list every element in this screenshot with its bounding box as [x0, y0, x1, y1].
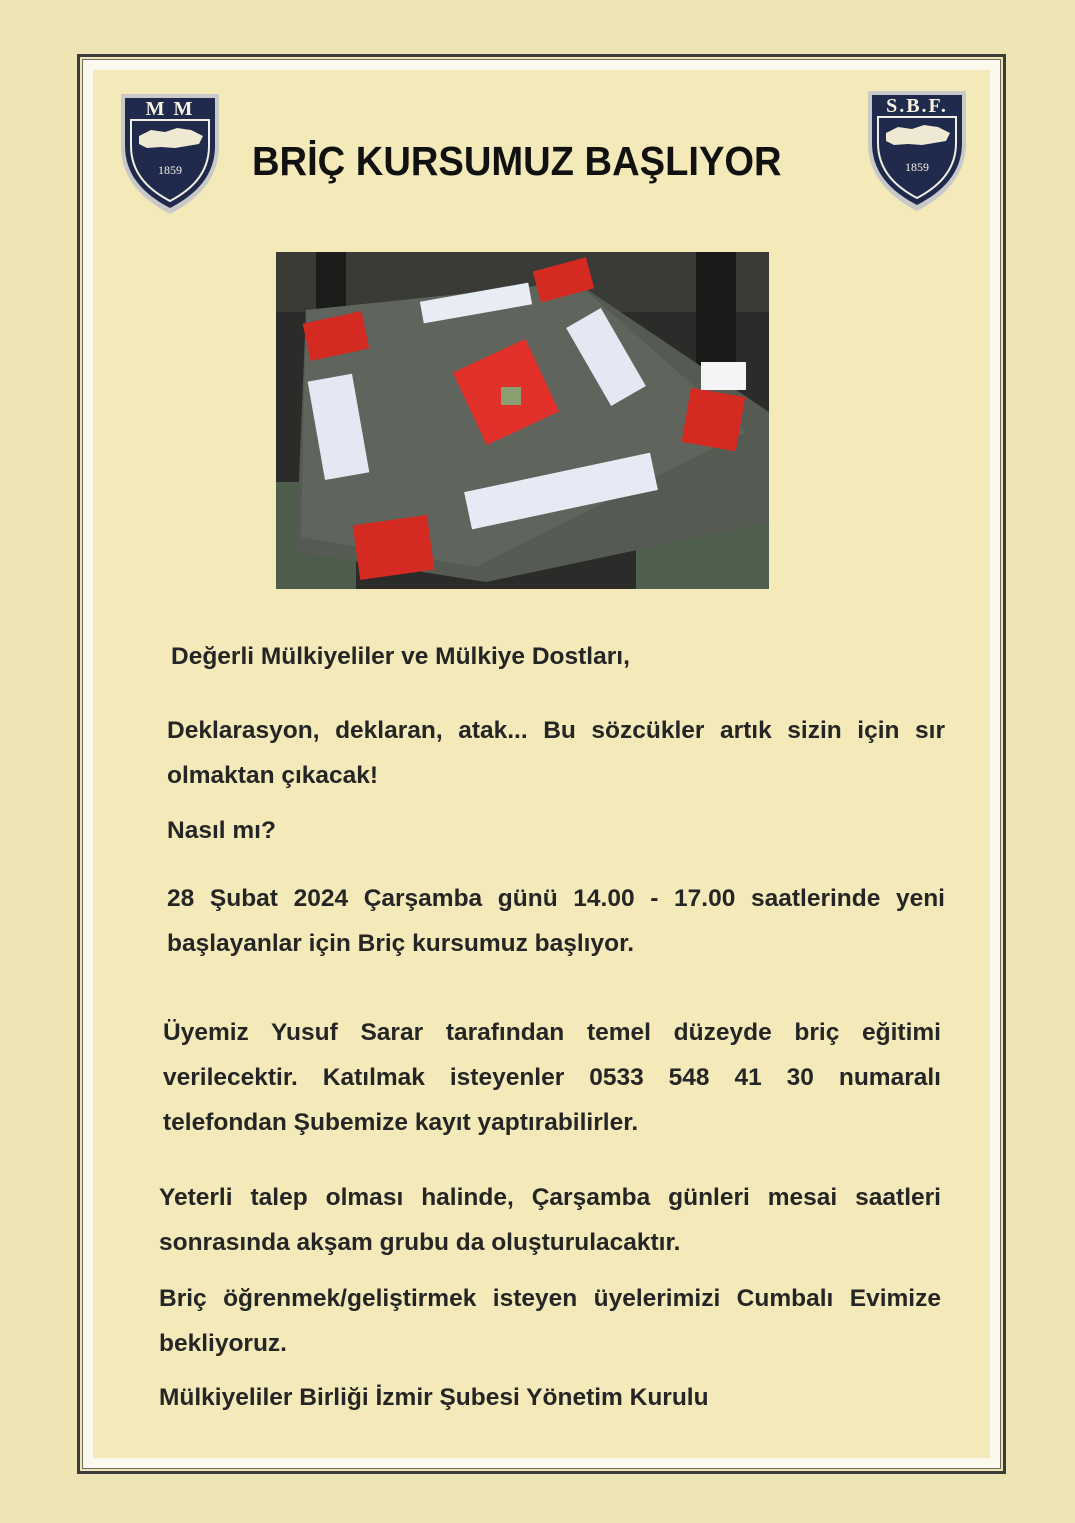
invitation-paragraph: Briç öğrenmek/geliştirmek isteyen üyelerimizi Cumbalı Evimize bekliyoruz. [159, 1285, 941, 1357]
sbf-emblem-logo [864, 87, 970, 213]
schedule-paragraph: 28 Şubat 2024 Çarşamba günü 14.00 - 17.00 saatlerinde yeni başlayanlar için Briç kursumuz başlıyor. [167, 885, 945, 957]
svg-text:M M: M M [145, 98, 195, 120]
svg-text:1859: 1859 [158, 163, 182, 177]
evening-group-paragraph: Yeterli talep olması halinde, Çarşamba günleri mesai saatleri sonrasında akşam grubu da oluşturulacaktır. [159, 1184, 941, 1256]
mm-emblem-logo [117, 90, 223, 216]
question-line: Nasıl mı? [167, 817, 276, 844]
bridge-table-photo [276, 252, 769, 589]
greeting: Değerli Mülkiyeliler ve Mülkiye Dostları, [171, 643, 630, 670]
signature-line: Mülkiyeliler Birliği İzmir Şubesi Yönetim Kurulu [159, 1384, 709, 1411]
svg-text:S.B.F.: S.B.F. [886, 95, 948, 117]
page-title: BRİÇ KURSUMUZ BAŞLIYOR [252, 138, 782, 184]
intro-paragraph: Deklarasyon, deklaran, atak... Bu sözcükler artık sizin için sır olmaktan çıkacak! [167, 717, 945, 789]
instructor-paragraph: Üyemiz Yusuf Sarar tarafından temel düzeyde briç eğitimi verilecektir. Katılmak isteyenler 0533 548 41 30 numaralı telefondan Şubemize kayıt yaptırabilirler. [163, 1019, 941, 1136]
svg-text:1859: 1859 [905, 160, 929, 174]
